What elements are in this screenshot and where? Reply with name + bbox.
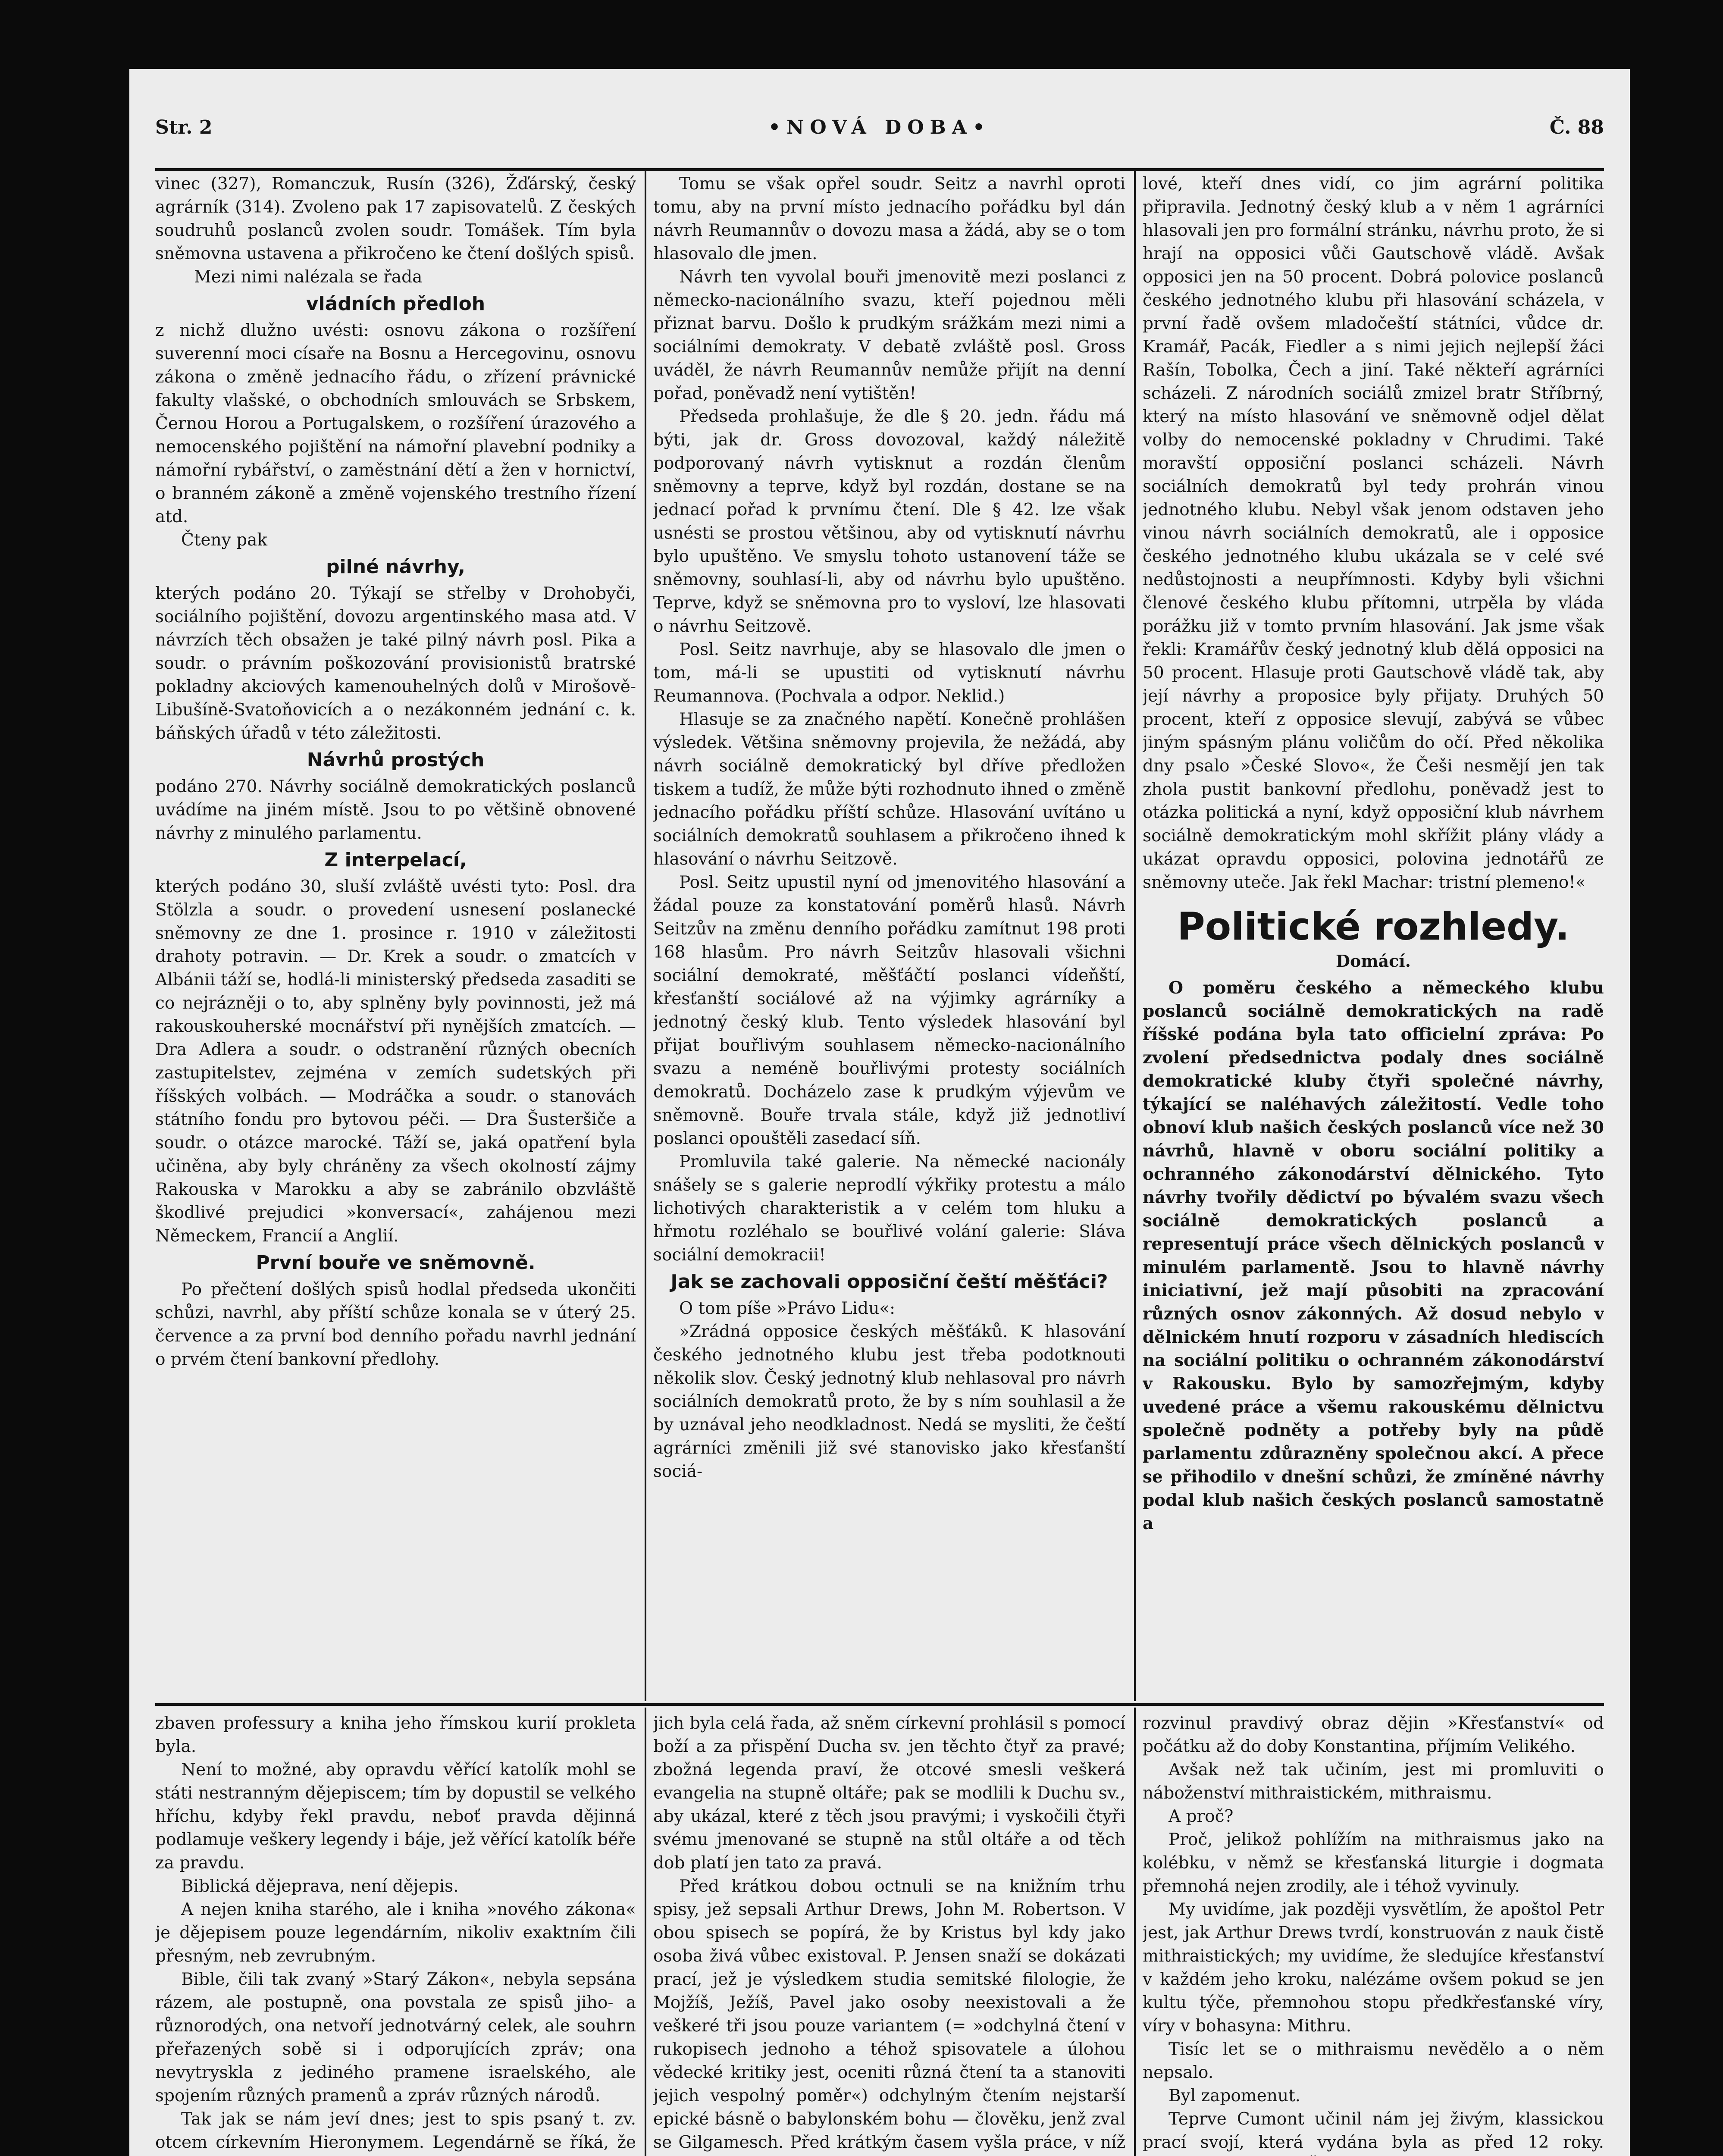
column-2 (653, 172, 1125, 1699)
paragraph: Posl. Seitz navrhuje, aby se hlasovalo dle jmen o tom, má-li se upustiti od vytisknutí návrhu Reumannova. (Pochvala a odpor. Neklid.) (653, 640, 1125, 706)
column-rule (645, 170, 646, 1701)
column-1 (155, 172, 636, 1699)
paragraph: Byl zapomenut. (1169, 2086, 1301, 2106)
paragraph: Biblická dějeprava, není dějepis. (181, 1877, 459, 1896)
paragraph: Návrh ten vyvolal bouři jmenovitě mezi poslanci z německo-nacionálního svazu, kteří pojednou měli přiznat barvu. Došlo k prudkým srážkám mezi nimi a sociálními demokraty. V debatě zvláště posl. Gross uváděl, že návrh Reumannův nemůže přijít na denní pořad, poněvadž není vytištěn! (653, 267, 1125, 403)
paragraph: Po přečtení došlých spisů hodlal předseda ukončiti schůzi, navrhl, aby příští schůze konala se v úterý 25. července a za první bod denního pořadu navrhl jednání o prvém čtení bankovní předlohy. (155, 1280, 636, 1369)
paragraph: Posl. Seitz upustil nyní od jmenovitého hlasování a žádal pouze za konstatování poměrů hlasů. Návrh Seitzův na změnu denního pořádku zamítnut 198 proti 168 hlasům. Pro návrh Seitzův hlasovali všichni sociální demokraté, měšťáčtí poslanci vídeňští, křesťanští sociálové až na výjimky agrárníky a jednotný český klub. Tento výsledek hlasování byl přijat bouřlivým souhlasem německo-nacionálního svazu a neméně bouřlivými protesty sociálních demokratů. Docházelo zase k prudkým výjevům ve sněmovně. Bouře trvala stále, když již jednotliví poslanci opouštěli zasedací síň. (653, 873, 1125, 1148)
subheading: pilné návrhy, (326, 556, 465, 578)
paragraph: zbaven professury a kniha jeho římskou kurií prokleta byla. (155, 1714, 636, 1756)
subheading: Jak se zachovali opposiční čeští měšťáci? (670, 1271, 1108, 1293)
paragraph: jich byla celá řada, až sněm církevní prohlásil s pomocí boží a za přispění Ducha sv. jen těchto čtyř za pravé; zbožná legenda praví, že otcové smesli veškerá evangelia na stupně oltáře; pak se modlili k Duchu sv., aby ukázal, které z těch jsou pravými; i vyskočili čtyři svému jmenované se stupně na stůl oltáře a od těch dob platí jen tato za pravá. (653, 1714, 1125, 1873)
column-rule (1134, 1708, 1136, 2156)
newspaper-page (129, 69, 1630, 2156)
paragraph: My uvidíme, jak později vysvětlím, že apoštol Petr jest, jak Arthur Drews tvrdí, konstruován z nauk čistě mithraistických; my uvidíme, že sledujíce křesťanství v každém jeho kroku, nalézáme ovšem pokud se jen kultu týče, přemnohou stopu předkřesťanské víry, víry v bohasyna: Mithru. (1143, 1900, 1604, 2036)
paragraph: podáno 270. Návrhy sociálně demokratických poslanců uvádíme na jiném místě. Jsou to po většině obnovené návrhy z minulého parlamentu. (155, 777, 636, 843)
paragraph: kterých podáno 30, sluší zvláště uvésti tyto: Posl. dra Stölzla a soudr. o provedení usnesení poslanecké sněmovny ze dne 1. prosince r. 1910 v záležitosti drahoty potravin. — Dr. Krek a soudr. o zmatcích v Albánii táží se, hodlá-li ministerský předseda zasaditi se co nejrázněji o to, aby splněny byly povinnosti, jež má rakouskouherské mocnářství při nynějších zmatcích. — Dra Adlera a soudr. o odstranění různých obecních zastupitelstev, zejména v zemích sudetských při říšských volbách. — Modráčka a soudr. o stanovách státního fondu pro bytovou péči. — Dra Šusteršiče a soudr. o otázce marocké. Táží se, jaká opatření byla učiněna, aby byly chráněny za všech okolností zájmy Rakouska v Marokku a aby se zabránilo obzvláště škodlivé prejudici »konversací«, zahájenou mezi Německem, Francií a Anglií. (155, 877, 636, 1246)
feuilleton-column-3 (1143, 1712, 1604, 2156)
paragraph: Hlasuje se za značného napětí. Konečně prohlášen výsledek. Většina sněmovny projevila, že nežádá, aby návrh sociálně demokratický byl dříve předložen tiskem a tudíž, že může býti rozhodnuto ihned o změně jednacího pořádku příští schůze. Hlasování uvítáno u sociálních demokratů souhlasem a přikročeno ihned k hlasování o návrhu Seitzově. (653, 710, 1125, 869)
paragraph: z nichž dlužno uvésti: osnovu zákona o rozšíření suverenní moci císaře na Bosnu a Hercegovinu, osnovu zákona o změně jednacího řádu, o zřízení právnické fakulty vlašské, o obchodních smlouvách se Srbskem, Černou Horou a Portugalskem, o rozšíření úrazového a nemocenského pojištění na námořní plavební podniky a námořní rybářství, o zaměstnání dětí a žen v hornictví, o branném zákoně a změně vojenského trestního řízení atd. (155, 321, 636, 526)
paragraph: Bible, čili tak zvaný »Starý Zákon«, nebyla sepsána rázem, ale postupně, ona povstala ze spisů jiho- a různorodých, ona netvoří jednotvárný celek, ale souhrn přeřazených sobě si i odporujících zpráv; ona nevytryskla z jediného pramene israelského, ale spojením různých pramenů a zpráv různých národů. (155, 1970, 636, 2106)
paragraph: Mezi nimi nalézala se řada (194, 267, 423, 287)
paragraph: »Zrádná opposice českých měšťáků. K hlasování českého jednotného klubu jest třeba podotknouti několik slov. Český jednotný klub nehlasoval pro návrh sociálních demokratů proto, že by s ním souhlasil a že by uznával jeho neodkladnost. Nedá se mysliti, že čeští agrárníci změnili již své stanovisko jako křesťanští sociá- (653, 1322, 1125, 1481)
subheading: vládních předloh (306, 293, 486, 315)
column-rule (645, 1708, 646, 2156)
column-3 (1143, 172, 1604, 1699)
paragraph: Není to možné, aby opravdu věřící katolík mohl se státi nestranným dějepiscem; tím by dopustil se velkého hříchu, kdyby řekl pravdu, neboť pravda dějinná podlamuje veškery legendy i báje, jež věřící katolík béře za pravdu. (155, 1760, 636, 1873)
paragraph: Čteny pak (181, 530, 267, 550)
subheading: První bouře ve sněmovně. (256, 1252, 536, 1274)
page-number: Str. 2 (155, 116, 213, 138)
section-heading: Politické rozhledy. (1177, 904, 1569, 949)
feuilleton-rule (155, 1703, 1604, 1706)
page-header (155, 99, 1604, 168)
paragraph: rozvinul pravdivý obraz dějin »Křesťanství« od počátku až do doby Konstantina, příjmím Velikého. (1143, 1714, 1604, 1756)
paragraph: Předseda prohlašuje, že dle § 20. jedn. řádu má býti, jak dr. Gross dovozoval, každý náležitě podporovaný návrh vytisknut a rozdán členům sněmovny a teprve, když byl rozdán, dostane se na jednací pořad k prvnímu čtení. Dle § 42. lze však usnésti se prostou většinou, aby od vytisknutí návrhu bylo upuštěno. Ve smyslu tohoto ustanovení táže se sněmovny, souhlasí-li, aby od návrhu bylo upuštěno. Teprve, když se sněmovna pro to vysloví, lze hlasovati o návrhu Seitzově. (653, 407, 1125, 636)
paragraph: Tomu se však opřel soudr. Seitz a navrhl oproti tomu, aby na první místo jednacího pořádku byl dán návrh Reumannův o dovozu masa a žádá, aby se o tom hlasovalo dle jmen. (653, 174, 1125, 263)
subheading: Z interpelací, (324, 849, 467, 871)
header-rule (155, 168, 1604, 171)
subheading: Návrhů prostých (307, 749, 485, 771)
section-subheading: Domácí. (1336, 951, 1411, 971)
paragraph: A nejen kniha starého, ale i kniha »nového zákona« je dějepisem pouze legendárním, nikoliv exaktním čili přesným, neb zevrubným. (155, 1900, 636, 1966)
paragraph: Teprve Cumont učinil nám jej živým, klassickou prací svojí, která vydána byla as před 12 roky. (1143, 2109, 1604, 2152)
paragraph: Před krátkou dobou octnuli se na knižním trhu spisy, jež sepsali Arthur Drews, John M. Robertson. V obou spisech se popírá, že by Kristus byl kdy jako osoba živá vůbec existoval. P. Jensen snaží se dokázati prací, jež je výsledkem studia semitské filologie, že Mojžíš, Ježíš, Pavel jako osoby neexistovali a že veškeré tři jsou pouze variantem (= »odchylná čtení v rukopisech jednoho a téhož spisovatele a úlohou vědecké kritiky jest, oceniti různá čtení ta a stanoviti jejich vespolný poměr«) odchylným čtením nejstarší epické básně o babylonském bohu — člověku, jenž zval se Gilgamesch. Před krátkým časem vyšla práce, v níž (653, 1877, 1125, 2152)
newspaper-title: •NOVÁ DOBA• (768, 116, 991, 138)
paragraph: kterých podáno 20. Týkají se střelby v Drohobyči, sociálního pojištění, dovozu argentinského masa atd. V návrzích těch obsažen je také pilný návrh posl. Pika a soudr. o právním poškozování provisionistů bratrské pokladny akciových kamenouhelných dolů v Mirošově-Libušíně-Svatoňovicích a o nezákonném jednání c. k. báňských úřadů v této záležitosti. (155, 584, 636, 743)
paragraph: O poměru českého a německého klubu poslanců sociálně demokratických na radě říšské podána byla tato officielní zpráva: Po zvolení předsednictva podaly dnes sociálně demokratické kluby čtyři společné návrhy, týkající se naléhavých záležitostí. Vedle toho obnoví klub našich českých poslanců více než 30 návrhů, hlavně v oboru sociální politiky a ochranného zákonodárství dělnického. Tyto návrhy tvořily dědictví po bývalém svazu všech sociálně demokratických poslanců a representují práce všech dělnických poslanců v minulém parlamentě. Jsou to hlavně návrhy iniciativní, jež mají působiti na zpracování různých osnov zákonných. Až dosud nebylo v dělnickém hnutí rozporu v zásadních hlediscích na sociální politiku o ochranném zákonodárství v Rakousku. Bylo by samozřejmým, kdyby uvedené práce a všemu rakouskému dělnictvu společně podněty a potřeby byly na půdě parlamentu zdůrazněny společnou akcí. A přece se přihodilo v dnešní schůzi, že zmíněné návrhy podal klub našich českých poslanců samostatně a (1143, 978, 1604, 1533)
feuilleton-column-2 (653, 1712, 1125, 2156)
paragraph: vinec (327), Romanczuk, Rusín (326), Žďárský, český agrárník (314). Zvoleno pak 17 zapisovatelů. Z českých soudruhů poslanců zvolen soudr. Tomášek. Tím byla sněmovna ustavena a přikročeno ke čtení došlých spisů. (155, 174, 636, 263)
paragraph: lové, kteří dnes vidí, co jim agrární politika připravila. Jednotný český klub a v něm 1 agrárníci hlasovali jen pro formální stránku, návrhu proto, že si hrají na opposici vůči Gautschově vládě. Avšak opposici jen na 50 procent. Dobrá polovice poslanců českého jednotného klubu při hlasování scházela, v první řadě ovšem mladočeští státníci, vůdce dr. Kramář, Pacák, Fiedler a s nimi jejich nejlepší žáci Rašín, Tobolka, Čech a jiní. Také někteří agrárníci scházeli. Z národních sociálů zmizel bratr Stříbrný, který na místo hlasování ve sněmovně odjel dělat volby do nemocenské pokladny v Chrudimi. Také moravští opposiční poslanci scházeli. Návrh sociálních demokratů byl tedy prohrán vinou jednotného klubu. Nebyl však jenom odstaven jeho vinou návrh sociálních demokratů, ale i opposice českého jednotného klubu ukázala se v celé své nedůstojnosti a neupřímnosti. Kdyby byli všichni členové českého klubu přítomni, utrpěla by vláda porážku již v tomto prvním hlasování. Jak jsme však řekli: Kramářův český jednotný klub dělá opposici na 50 procent. Hlasuje proti Gautschově vládě tak, aby její návrhy a proposice byly přijaty. Druhých 50 procent, kteří z opposice slevují, zabývá se vůbec jiným spásným plánu voličům do očí. Před několika dny psalo »České Slovo«, že Češi nesmějí jen tak zhola pustit bankovní předlohu, poněvadž jest to otázka politická a nyní, když opposiční klub návrhem sociálně demokratickým mohl skřížit plány vlády a ukázat opravdu opposici, polovina jednotářů ze sněmovny uteče. Jak řekl Machar: tristní plemeno!« (1143, 174, 1604, 892)
paragraph: Proč, jelikož pohlížím na mithraismus jako na kolébku, v němž se křesťanská liturgie i dogmata přemnohá nejen zrodily, ale i téhož vyvinuly. (1143, 1830, 1604, 1896)
column-rule (1134, 170, 1136, 1701)
paragraph: Tisíc let se o mithraismu nevědělo a o něm nepsalo. (1143, 2040, 1604, 2082)
issue-number: Č. 88 (1549, 116, 1604, 138)
paragraph: Promluvila také galerie. Na německé nacionály snášely se s galerie neprodlí výkřiky protestu a málo lichotivých charakteristik a v celém tom hluku a hřmotu rozléhalo se bouřlivé volání galerie: Sláva sociální demokracii! (653, 1152, 1125, 1265)
paragraph: O tom píše »Právo Lidu«: (679, 1299, 896, 1318)
feuilleton-column-1 (155, 1712, 636, 2156)
paragraph: A proč? (1169, 1807, 1234, 1826)
paragraph: Avšak než tak učiním, jest mi promluviti o náboženství mithraistickém, mithraismu. (1143, 1760, 1604, 1803)
paragraph: Tak jak se nám jeví dnes; jest to spis psaný t. zv. otcem církevním Hieronymem. Legendárně se říká, že (155, 2109, 636, 2152)
